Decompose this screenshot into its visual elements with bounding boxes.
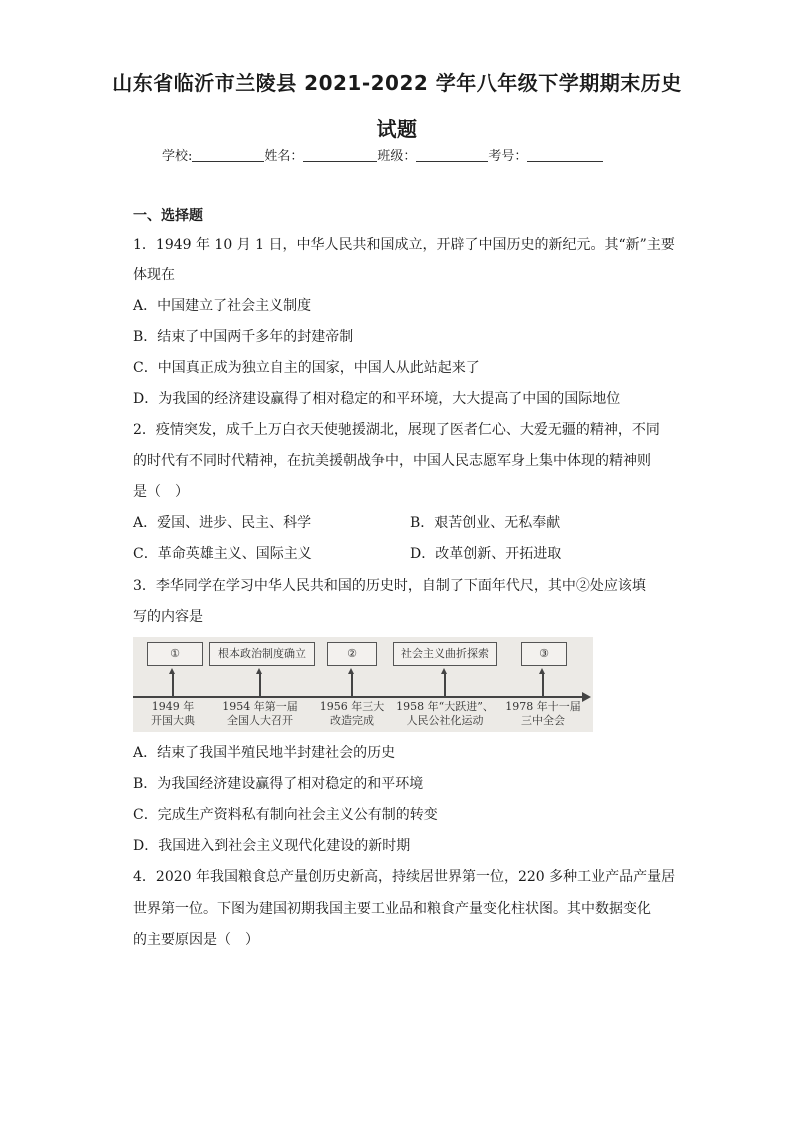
school-label: 学校: bbox=[162, 149, 193, 164]
timeline-box-3: ② bbox=[327, 642, 377, 666]
timeline-label-1 bbox=[137, 700, 209, 728]
class-blank[interactable] bbox=[416, 148, 488, 162]
timeline-label-5-event: 三中全会 bbox=[521, 714, 565, 727]
q3-option-a: A．结束了我国半殖民地半封建社会的历史 bbox=[133, 745, 396, 761]
timeline-label-4 bbox=[393, 700, 497, 728]
q1-option-b: B．结束了中国两千多年的封建帝制 bbox=[133, 329, 354, 345]
timeline-arrow-3 bbox=[351, 672, 353, 696]
q2-option-a: A．爱国、进步、民主、科学 bbox=[133, 515, 312, 531]
q3-stem-line2: 写的内容是 bbox=[133, 609, 203, 625]
timeline-label-4-event: 人民公社化运动 bbox=[406, 714, 484, 727]
q1-option-c: C．中国真正成为独立自主的国家，中国人从此站起来了 bbox=[133, 360, 480, 376]
timeline-label-3-event: 改造完成 bbox=[330, 714, 374, 727]
section-heading: 一、选择题 bbox=[133, 208, 203, 224]
q3-stem-line1: 3．李华同学在学习中华人民共和国的历史时，自制了下面年代尺，其中②处应该填 bbox=[133, 578, 646, 594]
q1-option-d: D．为我国的经济建设赢得了相对稳定的和平环境，大大提高了中国的国际地位 bbox=[133, 391, 621, 407]
q4-stem-line2: 世界第一位。下图为建国初期我国主要工业品和粮食产量变化柱状图。其中数据变化 bbox=[133, 901, 651, 917]
number-blank[interactable] bbox=[527, 148, 603, 162]
name-blank[interactable] bbox=[303, 148, 377, 162]
q2-option-b: B．艰苦创业、无私奉献 bbox=[410, 515, 561, 531]
exam-title: 山东省临沂市兰陵县 2021-2022 学年八年级下学期期末历史 bbox=[112, 71, 682, 95]
timeline-label-2-event: 全国人大召开 bbox=[227, 714, 293, 727]
timeline-label-3 bbox=[315, 700, 389, 728]
timeline-label-2 bbox=[217, 700, 303, 728]
history-timeline-figure bbox=[133, 637, 593, 732]
class-label: 班级： bbox=[377, 149, 417, 164]
number-label: 考号： bbox=[488, 149, 528, 164]
timeline-box-1: ① bbox=[147, 642, 203, 666]
timeline-arrow-2 bbox=[259, 672, 261, 696]
q2-stem-line2: 的时代有不同时代精神，在抗美援朝战争中，中国人民志愿军身上集中体现的精神则 bbox=[133, 453, 651, 469]
timeline-label-5-year: 1978 年十一届 bbox=[505, 700, 581, 713]
q1-stem-line1: 1．1949 年 10 月 1 日，中华人民共和国成立，开辟了中国历史的新纪元。其“新”主要 bbox=[133, 237, 675, 253]
timeline-label-5 bbox=[501, 700, 585, 728]
q3-option-c: C．完成生产资料私有制向社会主义公有制的转变 bbox=[133, 807, 438, 823]
timeline-box-4: 社会主义曲折探索 bbox=[393, 642, 497, 666]
q1-option-a: A．中国建立了社会主义制度 bbox=[133, 298, 312, 314]
q2-option-d: D．改革创新、开拓进取 bbox=[410, 546, 562, 562]
timeline-label-1-year: 1949 年 bbox=[151, 700, 195, 713]
timeline-box-5: ③ bbox=[521, 642, 567, 666]
timeline-arrow-1 bbox=[172, 672, 174, 696]
q4-stem-line3: 的主要原因是（ ） bbox=[133, 932, 259, 948]
student-info-row bbox=[162, 145, 603, 164]
timeline-arrow-4 bbox=[444, 672, 446, 696]
timeline-label-1-event: 开国大典 bbox=[151, 714, 195, 727]
q4-stem-line1: 4．2020 年我国粮食总产量创历史新高，持续居世界第一位，220 多种工业产品产量居 bbox=[133, 869, 676, 885]
q3-option-d: D．我国进入到社会主义现代化建设的新时期 bbox=[133, 838, 411, 854]
q2-stem-line1: 2．疫情突发，成千上万白衣天使驰援湖北，展现了医者仁心、大爱无疆的精神，不同 bbox=[133, 422, 660, 438]
timeline-box-2: 根本政治制度确立 bbox=[209, 642, 315, 666]
timeline-label-2-year: 1954 年第一届 bbox=[222, 700, 298, 713]
timeline-label-3-year: 1956 年三大 bbox=[319, 700, 385, 713]
q1-stem-line2: 体现在 bbox=[133, 267, 175, 283]
school-blank[interactable] bbox=[192, 148, 264, 162]
timeline-arrow-5 bbox=[542, 672, 544, 696]
name-label: 姓名： bbox=[264, 149, 304, 164]
q2-option-c: C．革命英雄主义、国际主义 bbox=[133, 546, 312, 562]
q3-option-b: B．为我国经济建设赢得了相对稳定的和平环境 bbox=[133, 776, 424, 792]
exam-title-continued: 试题 bbox=[376, 117, 418, 141]
timeline-label-4-year: 1958 年“大跃进”、 bbox=[396, 700, 494, 713]
q2-stem-line3: 是（ ） bbox=[133, 484, 189, 500]
timeline-axis bbox=[133, 696, 585, 698]
